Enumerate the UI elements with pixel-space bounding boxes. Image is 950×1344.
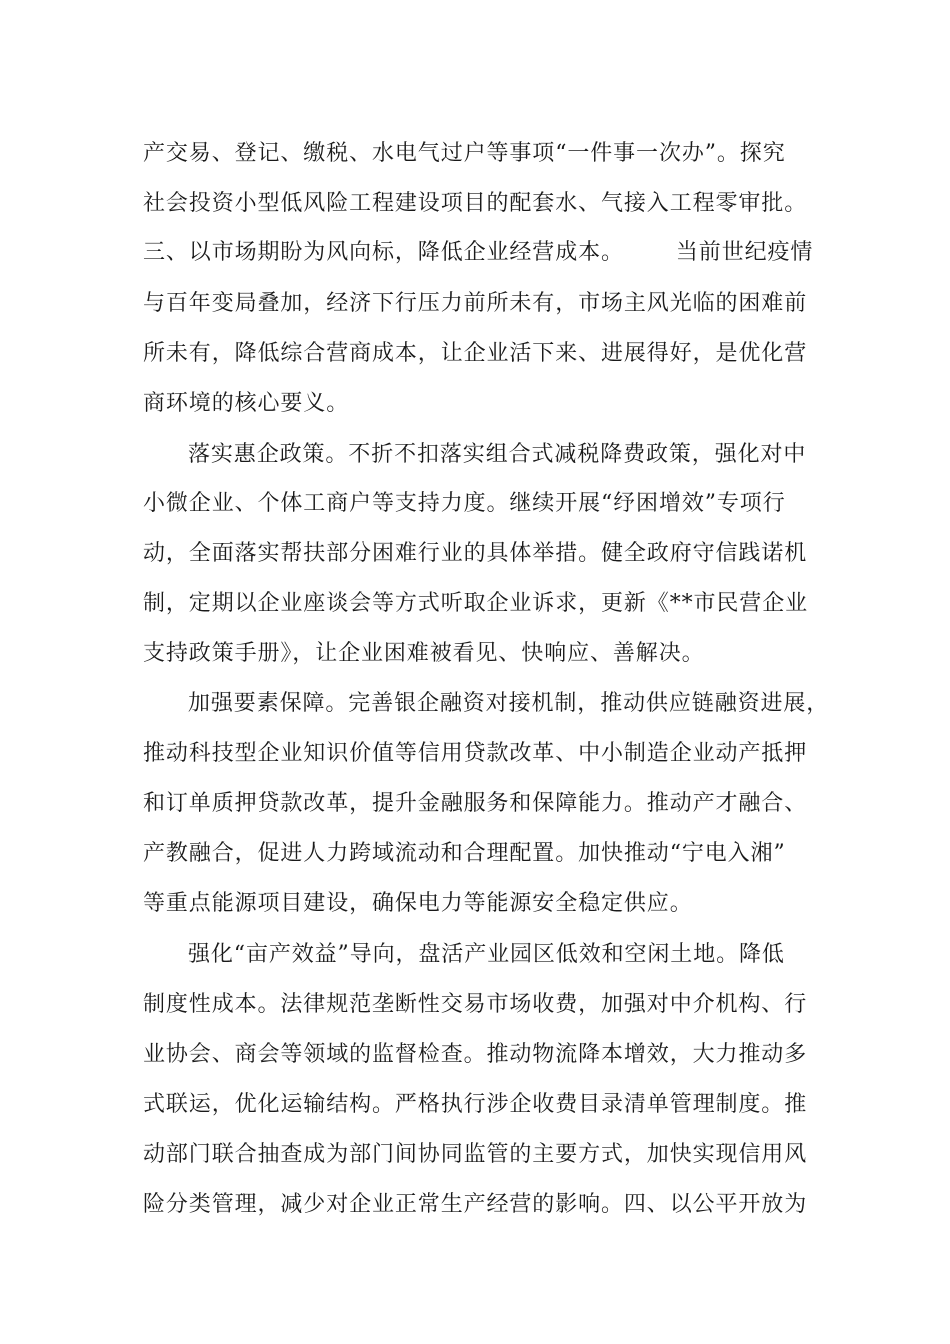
text-line: 所未有，降低综合营商成本，让企业活下来、进展得好，是优化营 bbox=[143, 341, 808, 366]
text-line: 动部门联合抽查成为部门间协同监管的主要方式，加快实现信用风 bbox=[143, 1142, 808, 1167]
text-line: 制，定期以企业座谈会等方式听取企业诉求，更新《**市民营企业 bbox=[143, 591, 809, 616]
text-line: 产交易、登记、缴税、水电气过户等事项“一件事一次办”。探究 bbox=[143, 141, 786, 166]
text-line: 业协会、商会等领域的监督检查。推动物流降本增效，大力推动多 bbox=[143, 1042, 808, 1067]
text-line: 产教融合，促进人力跨域流动和合理配置。加快推动“宁电入湘” bbox=[143, 841, 786, 866]
text-line: 小微企业、个体工商户等支持力度。继续开展“纾困增效”专项行 bbox=[143, 491, 786, 516]
paragraph-first-line: 落实惠企政策。不折不扣落实组合式减税降费政策，强化对中 bbox=[188, 442, 807, 467]
text-run: 当前世纪疫情 bbox=[675, 240, 814, 265]
text-line: 式联运，优化运输结构。严格执行涉企收费目录清单管理制度。推 bbox=[143, 1092, 808, 1117]
text-line: 险分类管理，减少对企业正常生产经营的影响。四、以公平开放为 bbox=[143, 1192, 808, 1217]
text-line: 商环境的核心要义。 bbox=[143, 391, 350, 416]
section-heading-line bbox=[143, 238, 823, 268]
text-line: 与百年变局叠加，经济下行压力前所未有，市场主风光临的困难前 bbox=[143, 291, 808, 316]
text-line: 动，全面落实帮扶部分困难行业的具体举措。健全政府守信践诺机 bbox=[143, 541, 808, 566]
text-line: 和订单质押贷款改革，提升金融服务和保障能力。推动产才融合、 bbox=[143, 791, 808, 816]
text-line: 支持政策手册》，让企业困难被看见、快响应、善解决。 bbox=[143, 641, 705, 666]
section-heading: 三、以市场期盼为风向标，降低企业经营成本。 bbox=[143, 240, 624, 265]
text-line: 社会投资小型低风险工程建设项目的配套水、气接入工程零审批。 bbox=[143, 191, 808, 216]
paragraph-first-line: 强化“亩产效益”导向，盘活产业园区低效和空闲土地。降低 bbox=[188, 942, 785, 967]
text-line: 制度性成本。法律规范垄断性交易市场收费，加强对中介机构、行 bbox=[143, 992, 808, 1017]
text-line: 等重点能源项目建设，确保电力等能源安全稳定供应。 bbox=[143, 891, 693, 916]
text-line: 推动科技型企业知识价值等信用贷款改革、中小制造企业动产抵押 bbox=[143, 741, 808, 766]
paragraph-first-line: 加强要素保障。完善银企融资对接机制，推动供应链融资进展， bbox=[188, 691, 830, 716]
